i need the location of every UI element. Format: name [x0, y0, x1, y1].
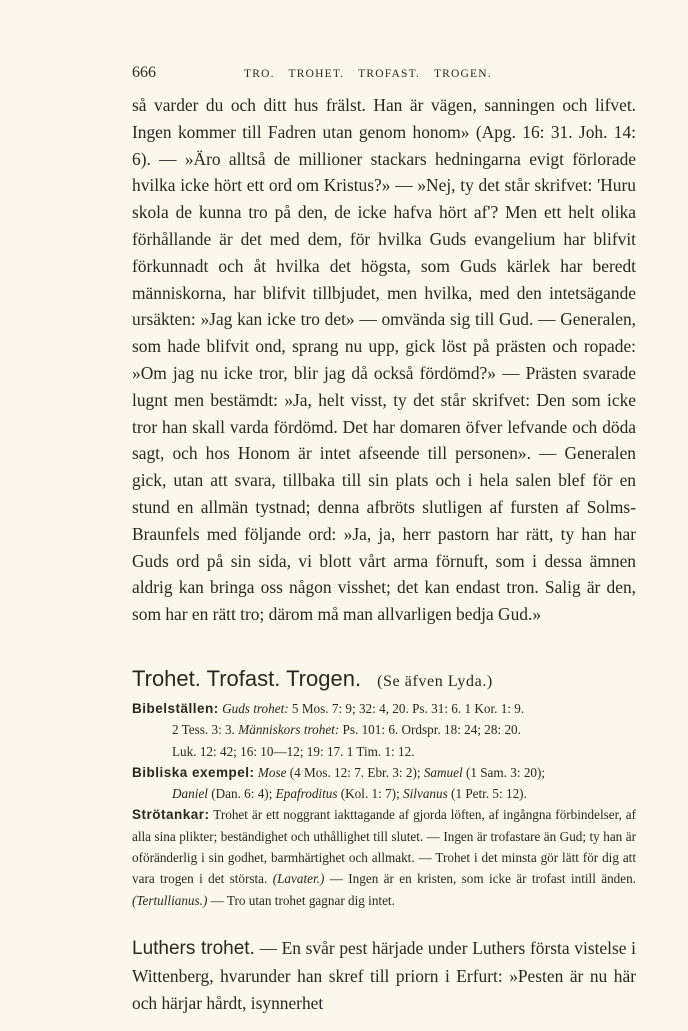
silvanus-name: Silvanus — [403, 786, 448, 802]
bibliska-label: Bibliska exempel: — [132, 764, 255, 780]
running-head-title: TRO. TROHET. TROFAST. TROGEN. — [244, 68, 492, 80]
bibelstallen-block — [132, 698, 636, 762]
manniskors-trohet-refs: Ps. 101: 6. Ordspr. 18: 24; 28: 20. — [339, 722, 521, 738]
luther-title: Luthers trohet. — [132, 937, 255, 959]
page-number: 666 — [132, 64, 156, 81]
mose-ref: (4 Mos. 12: 7. Ebr. 3: 2); — [286, 764, 421, 780]
bibliska-continuation — [132, 783, 636, 804]
daniel-ref: (Dan. 6: 4); — [207, 786, 273, 802]
epafroditus-ref: (Kol. 1: 7); — [337, 786, 400, 802]
section-title: Trohet. Trofast. Trogen. — [132, 665, 362, 691]
author-tertullianus: (Tertullianus.) — [132, 892, 208, 908]
section-heading — [132, 666, 636, 692]
strotankar-text-2: — Ingen är en kristen, som icke är trofast intill änden. — [324, 871, 636, 887]
section-see-also: (Se äfven Lyda.) — [377, 672, 493, 690]
bibliska-block — [132, 762, 636, 805]
author-lavater: (Lavater.) — [272, 871, 325, 887]
epafroditus-name: Epafroditus — [275, 786, 338, 802]
mose-name: Mose — [257, 764, 287, 780]
luther-paragraph — [132, 935, 636, 1016]
samuel-ref: (1 Sam. 3: 20); — [462, 764, 546, 780]
running-head — [132, 64, 636, 82]
silvanus-ref: (1 Petr. 5: 12). — [447, 786, 527, 802]
bibelstallen-label: Bibelställen: — [132, 700, 219, 716]
luther-text: — En svår pest härjade under Luthers första vistelse i Wittenberg, hvarunder han skref till priorn i Erfurt: »Pesten är nu här och härjar hårdt, isynnerhet — [132, 937, 636, 1013]
luk-refs: Luk. 12: 42; 16: 10—12; 19: 17. 1 Tim. 1: 12. — [172, 743, 415, 759]
strotankar-label: Strötankar: — [132, 807, 210, 823]
guds-trohet-refs: 5 Mos. 7: 9; 32: 4, 20. Ps. 31: 6. 1 Kor. 1: 9. — [288, 700, 525, 716]
strotankar-block — [132, 804, 636, 910]
body-paragraph: så varder du och ditt hus frälst. Han är vägen, sanningen och lifvet. Ingen kommer till Fadren utan genom honom» (Apg. 16: 31. Joh. 14: 6). — »Äro alltså de millioner stackars hedningarna evigt förlorade hvilka icke hört ett ord om Kristus?» — »Nej, ty det står skrifvet: 'Huru skola de kunna tro på den, de icke hafva hört af'? Men ett helt olika förhållande är det med dem, för hvilka Guds evangelium har blifvit förkunnadt och åt hvilka det högsta, som Guds kärlek har beredt människorna, har blifvit tillbjudet, men hvilka, med den intetsägande ursäkten: »Jag kan icke tro det» — omvända sig till Gud. — Generalen, som hade blifvit ond, sprang nu upp, gick löst på prästen och ropade: »Om jag nu icke tror, blir jag då också fördömd?» — Prästen svarade lugnt men bestämdt: »Ja, helt visst, ty det står skrifvet: Den som icke tror han skall varda fördömd. Det har domaren öfver lefvande och döda sagt, och hos Honom är intet afseende till personen». — Generalen gick, utan att svara, tillbaka till sin plats och i hela salen blef för en stund en allmän tystnad; denna afbröts slutligen af fursten af Solms-Braunfels med följande ord: »Ja, ja, herr pastorn har rätt, ty han har Guds ord på sin sida, vi blott vårt arma förnuft, som i dessa ämnen aldrig kan bringa oss någon visshet; det kan endast tron. Salig är den, som har en rätt tro; därom må man allvarligen bedja Gud.» — [132, 95, 636, 625]
guds-trohet-label: Guds trohet: — [222, 700, 289, 716]
strotankar-text-1: Trohet är ett noggrant iakttagande af gjorda löften, af ingångna förbindelser, af alla sina plikter; beständighet och uthållighet till slutet. — Ingen är trofastare än Gud; ty han är oföränderlig i sin godhet, barmhärtighet och allmakt. — Trohet i det minsta gör lätt för dig att vara trogen i det största. — [132, 807, 636, 887]
manniskors-trohet-label: Människors trohet: — [238, 722, 340, 738]
daniel-name: Daniel — [172, 786, 208, 802]
strotankar-text-3: — Tro utan trohet gagnar dig intet. — [207, 892, 395, 908]
bibelstallen-continuation — [132, 719, 636, 762]
samuel-name: Samuel — [423, 764, 463, 780]
tess-ref: 2 Tess. 3: 3. — [172, 722, 235, 738]
